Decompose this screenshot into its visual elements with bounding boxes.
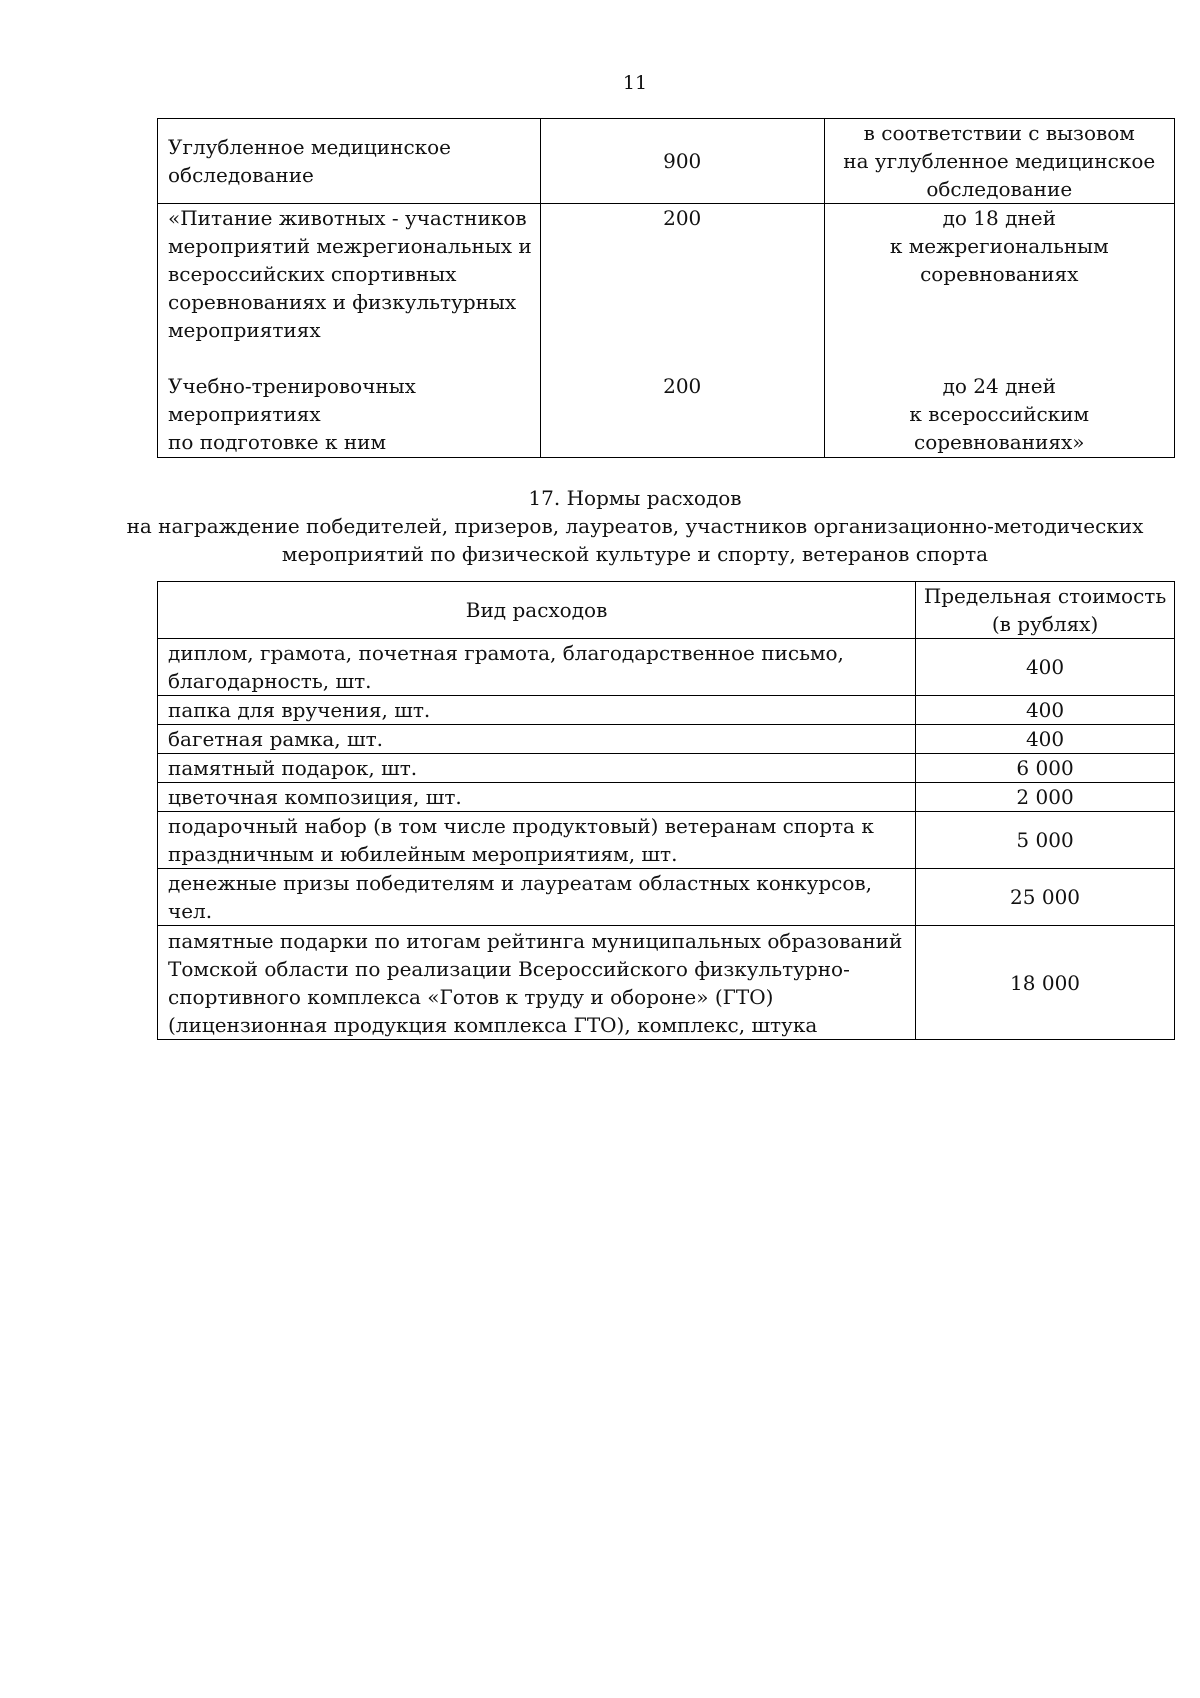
price-cell: 25 000 — [916, 869, 1175, 926]
cell-text-line: спортивного комплекса «Готов к труду и обороне» (ГТО) — [168, 984, 774, 1009]
section-subtitle-line: мероприятий по физической культуре и спорту, ветеранов спорта — [281, 542, 989, 566]
cell-text-line: праздничным и юбилейным мероприятиям, шт. — [168, 842, 678, 866]
item-cell — [158, 926, 916, 1040]
cell-text-line: мероприятиях — [168, 402, 321, 426]
cell-text-line: по подготовке к ним — [168, 430, 387, 454]
expense-name-cell — [158, 119, 541, 204]
cell-text-line: соревнованиях» — [914, 430, 1085, 454]
price-cell: 18 000 — [916, 926, 1175, 1040]
cell-text-line: 200 — [663, 374, 702, 398]
amount-cell: 900 — [540, 119, 824, 204]
table-row — [158, 119, 1175, 204]
item-cell: денежные призы победителям и лауреатам областных конкурсов, чел. — [158, 869, 916, 926]
cell-text-line: на углубленное медицинское — [843, 149, 1156, 173]
price-cell: 6 000 — [916, 754, 1175, 783]
cell-text-line: обследование — [926, 177, 1073, 201]
table-row — [158, 204, 1175, 458]
line-gap — [825, 316, 1175, 344]
item-cell: папка для вручения, шт. — [158, 696, 916, 725]
line-gap — [168, 344, 540, 372]
cell-text-line: до 18 дней — [942, 206, 1056, 230]
column-header-item: Вид расходов — [158, 582, 916, 639]
cell-text-line: Учебно-тренировочных — [168, 374, 416, 398]
cell-text-line: обследование — [168, 163, 314, 187]
table-row — [158, 725, 1175, 754]
cell-text-line: (лицензионная продукция комплекса ГТО), комплекс, штука — [168, 1012, 818, 1037]
line-gap — [825, 288, 1175, 316]
item-cell — [158, 639, 916, 696]
cell-text-line: (в рублях) — [991, 612, 1099, 636]
table-row — [158, 696, 1175, 725]
expense-norms-table — [157, 581, 1175, 1040]
section-title: 17. Нормы расходов — [528, 486, 742, 510]
column-header-price — [916, 582, 1175, 639]
item-cell: цветочная композиция, шт. — [158, 783, 916, 812]
cell-text-line: соревнованиях и физкультурных — [168, 290, 517, 314]
item-cell — [158, 812, 916, 869]
cell-text-line: памятные подарки по итогам рейтинга муниципальных образований — [168, 928, 903, 953]
price-cell: 400 — [916, 696, 1175, 725]
amount-cell — [540, 204, 824, 458]
line-gap — [541, 232, 824, 260]
table-header-row — [158, 582, 1175, 639]
line-gap — [541, 288, 824, 316]
cell-text-line: к межрегиональным — [889, 234, 1109, 258]
cell-text-line: диплом, грамота, почетная грамота, благодарственное письмо, — [168, 641, 844, 665]
cell-text-line: подарочный набор (в том числе продуктовый) ветеранам спорта к — [168, 814, 874, 838]
cell-text-line: соревнованиях — [920, 262, 1079, 286]
cell-text-line: «Питание животных - участников — [168, 206, 527, 230]
line-gap — [825, 344, 1175, 372]
cell-text-line: Углубленное медицинское — [168, 135, 452, 159]
line-gap — [541, 316, 824, 344]
item-cell: багетная рамка, шт. — [158, 725, 916, 754]
cell-text-line: всероссийских спортивных — [168, 262, 457, 286]
table-row — [158, 926, 1175, 1040]
cell-text-line: в соответствии с вызовом — [863, 121, 1135, 145]
cell-text-line: мероприятий межрегиональных и — [168, 234, 532, 258]
price-cell: 400 — [916, 639, 1175, 696]
table-row — [158, 812, 1175, 869]
section-subtitle-line: на награждение победителей, призеров, лауреатов, участников организационно-методических — [126, 514, 1144, 538]
condition-cell — [824, 119, 1175, 204]
table-row — [158, 783, 1175, 812]
price-cell: 5 000 — [916, 812, 1175, 869]
cell-text-line: к всероссийским — [909, 402, 1090, 426]
cell-text-line: 200 — [663, 206, 702, 230]
item-cell: памятный подарок, шт. — [158, 754, 916, 783]
cell-text-line: мероприятиях — [168, 318, 321, 342]
line-gap — [541, 344, 824, 372]
cell-text-line: Предельная стоимость — [923, 584, 1167, 608]
expense-name-cell — [158, 204, 541, 458]
line-gap — [541, 260, 824, 288]
cell-text-line: Томской области по реализации Всероссийского физкультурно- — [168, 956, 850, 981]
table-row — [158, 754, 1175, 783]
cell-text-line: до 24 дней — [942, 374, 1056, 398]
table-row — [158, 869, 1175, 926]
price-cell: 2 000 — [916, 783, 1175, 812]
cell-text-line: благодарность, шт. — [168, 669, 372, 693]
condition-cell — [824, 204, 1175, 458]
table-row — [158, 639, 1175, 696]
page-number: 11 — [622, 72, 648, 94]
continuation-table — [157, 118, 1175, 458]
price-cell: 400 — [916, 725, 1175, 754]
section-heading — [0, 484, 1200, 568]
